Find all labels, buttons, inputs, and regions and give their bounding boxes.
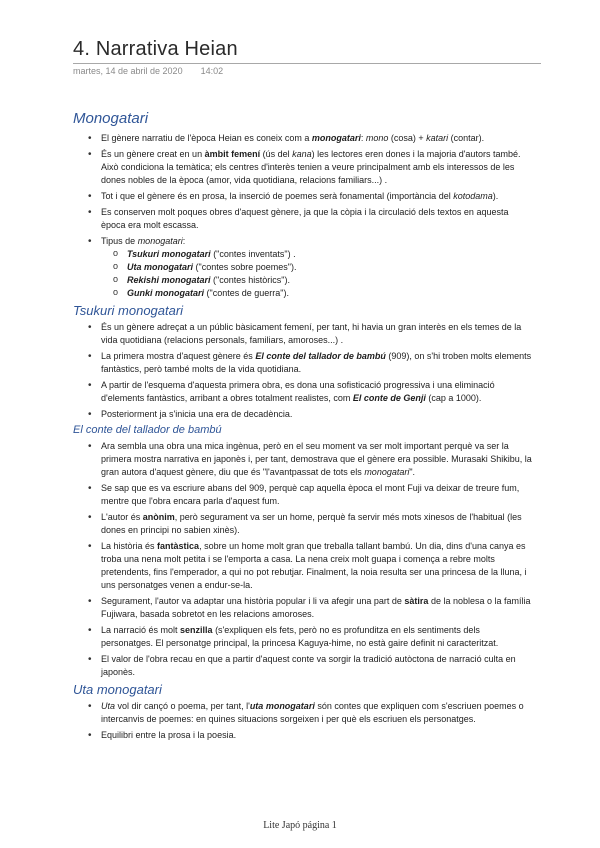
list-item: o Uta monogatari ("contes sobre poemes"). <box>127 261 533 274</box>
page-content <box>73 110 533 745</box>
list-item: • L'autor és anònim, però segurament va ser un home, perquè fa servir més mots xinesos de l'habitual (les dones en principi no sabien xinès). <box>101 511 533 537</box>
uta-list <box>73 700 533 742</box>
list-item: • Se sap que es va escriure abans del 909, perquè cap aquella època el mont Fuji va deixar de treure fum, mentre que l'obra encara parla d'aquest fum. <box>101 482 533 508</box>
list-item: o Gunki monogatari ("contes de guerra"). <box>127 287 533 300</box>
list-item: • Tipus de monogatari: o Tsukuri monogatari ("contes inventats") . o Uta monogatari ("contes sobre poemes"). o Rekishi monogatari ("contes històrics"). o Gunki monogatari ("contes de guerra"). <box>101 235 533 300</box>
list-item: • Uta vol dir cançó o poema, per tant, l'uta monogatari són contes que expliquen com s'escriuen poemes o intercanvis de poemes: en quines situacions sorgeixen i per què els escriuen els personatges. <box>101 700 533 726</box>
page-date: martes, 14 de abril de 2020 <box>73 66 183 76</box>
monogatari-list <box>73 132 533 300</box>
list-item: • A partir de l'esquema d'aquesta primera obra, es dona una sofisticació progressiva i una eliminació d'elements fantàstics, arribant a obres totalment realistes, com El conte de Genji (cap a 1000). <box>101 379 533 405</box>
section-heading-uta: Uta monogatari <box>73 682 162 697</box>
monogatari-types-list <box>101 248 533 300</box>
section-heading-tsukuri: Tsukuri monogatari <box>73 303 184 318</box>
page-title: 4. Narrativa Heian <box>73 38 238 60</box>
list-item: • Posteriorment ja s'inicia una era de decadència. <box>101 408 533 421</box>
title-divider <box>73 63 541 64</box>
list-item: • La narració és molt senzilla (s'expliquen els fets, però no es profunditza en els sentiments dels personatges. El personatge principal, la princesa Kaguya-hime, no està gaire definit ni caracteritzat. <box>101 624 533 650</box>
page-footer: Lite Japó página 1 <box>263 820 337 831</box>
list-item: • Es conserven molt poques obres d'aquest gènere, ja que la còpia i la circulació dels textos en aquesta època era molt escassa. <box>101 206 533 232</box>
list-item: • És un gènere adreçat a un públic bàsicament femení, per tant, hi havia un gran interès en els temes de la vida quotidiana (relacions personals, familiars, amoroses...) . <box>101 321 533 347</box>
list-item: • La primera mostra d'aquest gènere és El conte del tallador de bambú (909), on s'hi troben molts elements fantàstics, però també molts de la vida quotidiana. <box>101 350 533 376</box>
list-item: • Ara sembla una obra una mica ingènua, però en el seu moment va ser molt important perquè va ser la primera mostra narrativa en japonès i, per tant, demostrava que el gènere era possible. Murasaki Shikibu, la gran autora d'aquest gènere, diu que és "l'avantpassat de tots els monogatari". <box>101 440 533 479</box>
list-item: • És un gènere creat en un àmbit femení (ús del kana) les lectores eren dones i la majoria d'autors també. Això condiciona la temàtica; els centres d'interès tenien a veure principalment amb els interessos de les dones nobles de la època (amor, vida quotidiana, relacions familiars...) . <box>101 148 533 187</box>
list-item: • Segurament, l'autor va adaptar una història popular i li va afegir una part de sàtira de la noblesa o la família Fujiwara, basada sobretot en les relacions amoroses. <box>101 595 533 621</box>
section-heading-monogatari: Monogatari <box>73 110 149 127</box>
section-heading-tallador: El conte del tallador de bambú <box>73 424 222 436</box>
list-item: • El gènere narratiu de l'època Heian es coneix com a monogatari: mono (cosa) + katari (contar). <box>101 132 533 145</box>
list-item: o Rekishi monogatari ("contes històrics"). <box>127 274 533 287</box>
tallador-list <box>73 440 533 679</box>
list-item: o Tsukuri monogatari ("contes inventats") . <box>127 248 533 261</box>
page-time: 14:02 <box>200 66 224 76</box>
list-item: • Tot i que el gènere és en prosa, la inserció de poemes serà fonamental (importància del kotodama). <box>101 190 533 203</box>
list-item: • Equilibri entre la prosa i la poesia. <box>101 729 533 742</box>
tsukuri-list <box>73 321 533 421</box>
list-item: • La història és fantàstica, sobre un home molt gran que treballa tallant bambú. Un dia, dins d'una canya es troba una nena molt petita i se l'emporta a casa. La nena creix molt guapa i comença a rebre molts pretendents, fins l'emperador, a qui no pot rebutjar. Finalment, la noia resulta ser una princesa de la lluna, i uns personatges venen a endur-se-la. <box>101 540 533 592</box>
list-item: • El valor de l'obra recau en que a partir d'aquest conte va sorgir la tradició autòctona de narració culta en japonès. <box>101 653 533 679</box>
page-timestamp <box>73 66 223 76</box>
